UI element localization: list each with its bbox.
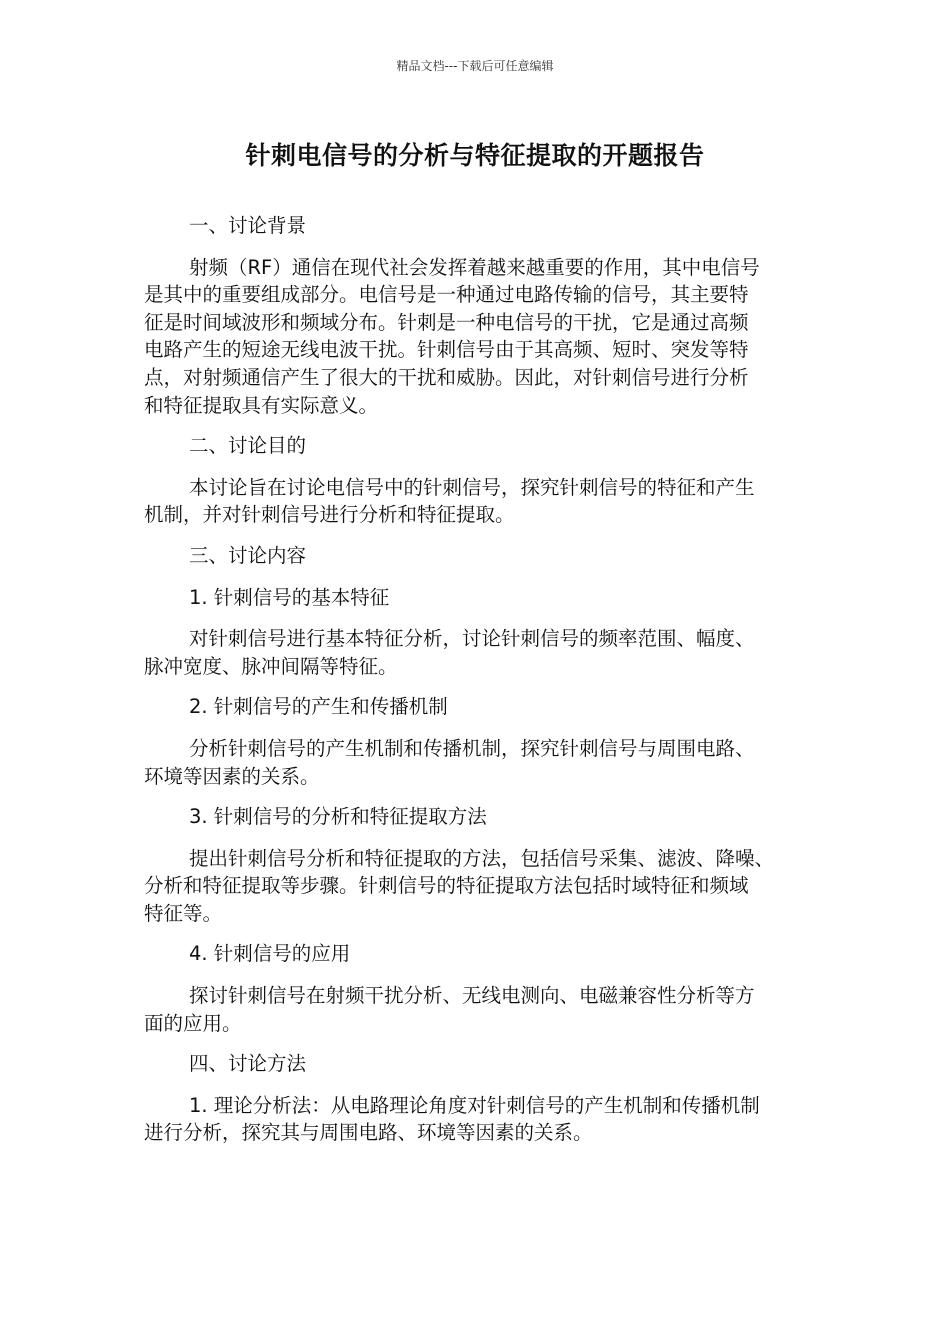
paragraph bbox=[144, 982, 804, 1037]
heading-line: 2. 针刺信号的产生和传播机制 bbox=[189, 695, 448, 719]
paragraph-line: 点，对射频通信产生了很大的干扰和威胁。因此，对针刺信号进行分析 bbox=[144, 365, 749, 389]
paragraph-line: 分析针刺信号的产生机制和传播机制，探究针刺信号与周围电路、 bbox=[189, 736, 755, 760]
paragraph-line: 本讨论旨在讨论电信号中的针刺信号，探究针刺信号的特征和产生 bbox=[189, 475, 755, 499]
paragraph-line: 征是时间域波形和频域分布。针刺是一种电信号的干扰，它是通过高频 bbox=[144, 310, 749, 334]
paragraph-line: 1. 理论分析法：从电路理论角度对针刺信号的产生机制和传播机制 bbox=[189, 1093, 760, 1117]
paragraph-line: 分析和特征提取等步骤。针刺信号的特征提取方法包括时域特征和频域 bbox=[144, 874, 749, 898]
document-title: 针刺电信号的分析与特征提取的开题报告 bbox=[245, 141, 705, 170]
paragraph bbox=[144, 1092, 804, 1147]
subsection-heading bbox=[144, 693, 804, 721]
heading-line: 一、讨论背景 bbox=[189, 214, 307, 237]
paragraph-line: 进行分析，探究其与周围电路、环境等因素的关系。 bbox=[144, 1121, 593, 1145]
heading-line: 1. 针刺信号的基本特征 bbox=[189, 585, 390, 609]
paragraph-line: 对针刺信号进行基本特征分析，讨论针刺信号的频率范围、幅度、 bbox=[189, 627, 755, 651]
paragraph-line: 环境等因素的关系。 bbox=[144, 764, 320, 788]
heading-line: 三、讨论内容 bbox=[189, 543, 307, 567]
subsection-heading bbox=[144, 940, 804, 968]
document-body bbox=[144, 212, 804, 1160]
paragraph-line: 面的应用。 bbox=[144, 1011, 242, 1035]
subsection-heading bbox=[144, 803, 804, 831]
paragraph-line: 是其中的重要组成部分。电信号是一种通过电路传输的信号，其主要特 bbox=[144, 283, 749, 307]
heading-line: 四、讨论方法 bbox=[189, 1052, 307, 1076]
section-heading bbox=[144, 1050, 804, 1078]
paragraph-line: 电路产生的短途无线电波干扰。针刺信号由于其高频、短时、突发等特 bbox=[144, 338, 749, 362]
heading-line: 4. 针刺信号的应用 bbox=[189, 942, 351, 966]
heading-line: 二、讨论目的 bbox=[189, 434, 307, 458]
section-heading bbox=[144, 432, 804, 460]
header-note: 精品文档---下载后可任意编辑 bbox=[396, 59, 554, 73]
paragraph-line: 机制，并对针刺信号进行分析和特征提取。 bbox=[144, 503, 515, 527]
paragraph-line: 提出针刺信号分析和特征提取的方法，包括信号采集、滤波、降噪、 bbox=[189, 846, 775, 870]
heading-line: 3. 针刺信号的分析和特征提取方法 bbox=[189, 805, 487, 829]
paragraph-line: 脉冲宽度、脉冲间隔等特征。 bbox=[144, 654, 398, 678]
section-heading bbox=[144, 542, 804, 570]
paragraph bbox=[144, 474, 804, 529]
paragraph bbox=[144, 625, 804, 680]
paragraph bbox=[144, 845, 804, 928]
paragraph-line: 特征等。 bbox=[144, 901, 223, 925]
paragraph-line: 射频（RF）通信在现代社会发挥着越来越重要的作用，其中电信号 bbox=[189, 255, 760, 279]
paragraph bbox=[144, 254, 804, 420]
paragraph-line: 探讨针刺信号在射频干扰分析、无线电测向、电磁兼容性分析等方 bbox=[189, 984, 755, 1008]
section-heading bbox=[144, 212, 804, 240]
paragraph bbox=[144, 735, 804, 790]
paragraph-line: 和特征提取具有实际意义。 bbox=[144, 393, 379, 417]
subsection-heading bbox=[144, 584, 804, 612]
